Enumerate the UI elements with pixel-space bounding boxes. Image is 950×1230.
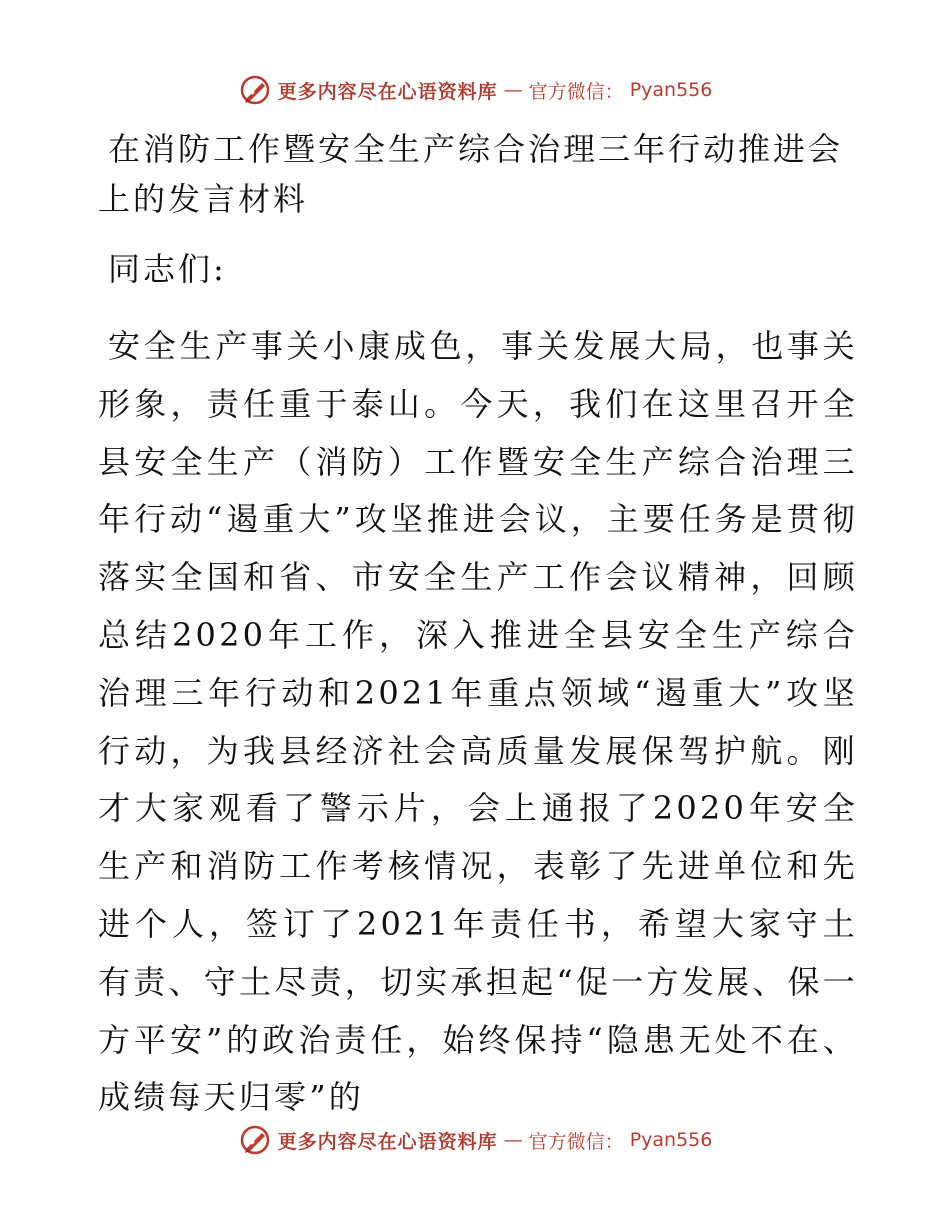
header-wechat-id: Pyan556: [629, 79, 713, 101]
footer-wechat-id: Pyan556: [629, 1129, 713, 1151]
footer-banner-inner: [238, 1123, 713, 1157]
header-wechat-label: 官方微信：: [528, 80, 624, 103]
greeting: 同志们:: [108, 250, 227, 288]
header-banner-inner: [238, 73, 713, 107]
footer-wechat-label: 官方微信：: [528, 1130, 624, 1153]
document-title: [98, 124, 858, 224]
pen-logo-icon: [238, 73, 272, 107]
body-paragraph: 安全生产事关小康成色，事关发展大局，也事关形象，责任重于泰山。今天，我们在这里召开全县安全生产（消防）工作暨安全生产综合治理三年行动“遏重大”攻坚推进会议，主要任务是贯彻落实全国和省、市安全生产工作会议精神，回顾总结2020年工作，深入推进全县安全生产综合治理三年行动和2021年重点领域“遏重大”攻坚行动，为我县经济社会高质量发展保驾护航。刚才大家观看了警示片，会上通报了2020年安全生产和消防工作考核情况，表彰了先进单位和先进个人，签订了2021年责任书，希望大家守土有责、守土尽责，切实承担起“促一方发展、保一方平安”的政治责任，始终保持“隐患无处不在、成绩每天归零”的: [98, 327, 858, 1117]
header-site-text: 更多内容尽在心语资料库: [277, 80, 498, 103]
footer-banner: [0, 1120, 950, 1160]
pen-logo-icon: [238, 1123, 272, 1157]
footer-site-text: 更多内容尽在心语资料库: [277, 1130, 498, 1153]
title-line-2: 上的发言材料: [98, 180, 309, 218]
header-banner: [0, 70, 950, 110]
document-body: [98, 124, 858, 1127]
footer-separator: —: [503, 1129, 523, 1151]
header-separator: —: [503, 79, 523, 101]
title-line-1: 在消防工作暨安全生产综合治理三年行动推进会: [108, 130, 844, 168]
